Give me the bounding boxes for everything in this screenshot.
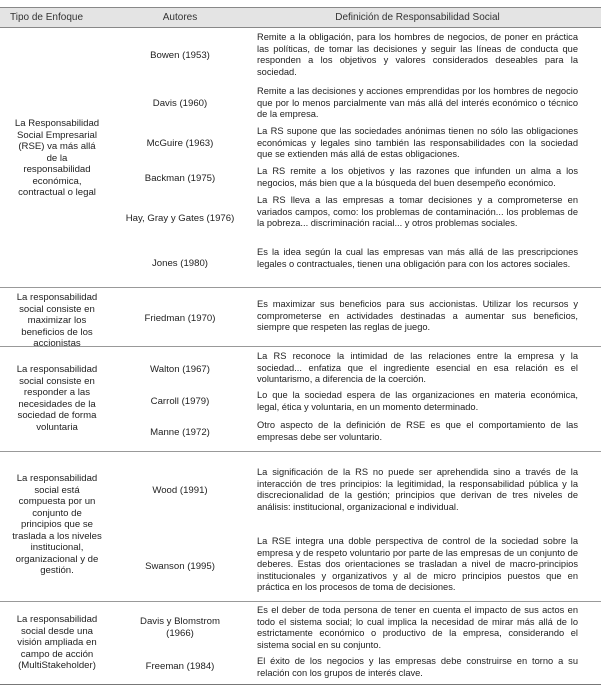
author-backman: Backman (1975) [144, 173, 216, 184]
definition-friedman: Es maximizar sus beneficios para sus accionistas. Utilizar los recursos y comprometerse en actividades destinadas a aumentar sus beneficios, siempre que respeten las reglas de juego. [257, 299, 578, 333]
definition-freeman: El éxito de los negocios y las empresas debe construirse en torno a su relación con los grupos de interés clave. [257, 656, 578, 678]
table-header [0, 7, 601, 28]
definition-walton: La RS reconoce la intimidad de las relaciones entre la empresa y la sociedad... enfatiza que el ingrediente esencial en esa relación es el voluntarismo, a diferencia de la coerción. [257, 351, 578, 385]
author-hay-gray-gates: Hay, Gray y Gates (1976) [125, 213, 235, 224]
author-davis: Davis (1960) [152, 98, 208, 109]
definition-mcguire: La RS supone que las sociedades anónimas tienen no sólo las obligaciones económicas y legales sino también las responsabilidades con la sociedad que se extienden más allá de estas obligaciones. [257, 126, 578, 160]
author-jones: Jones (1980) [152, 258, 208, 269]
group-label-necesidades-sociedad: La responsabilidad social consiste en responder a las necesidades de la sociedad de forma voluntaria [16, 364, 98, 433]
author-friedman: Friedman (1970) [144, 313, 216, 324]
header-definicion: Definición de Responsabilidad Social [335, 12, 500, 23]
group-divider [0, 451, 601, 452]
group-label-conjunto-principios: La responsabilidad social está compuesta por un conjunto de principios que se traslada a los niveles institucional, organizacional y de gestión. [12, 473, 102, 576]
author-mcguire: McGuire (1963) [146, 138, 214, 149]
author-swanson: Swanson (1995) [145, 561, 215, 572]
definition-bowen: Remite a la obligación, para los hombres de negocios, de poner en práctica las políticas, de tomar las decisiones y seguir las líneas de conducta que responden a los objetivos y valores considerados deseables para la sociedad. [257, 32, 578, 77]
group-label-multistakeholder: La responsabilidad social desde una visión ampliada en campo de acción (MultiStakeholder) [16, 614, 98, 671]
author-davis-blomstrom: Davis y Blomstrom (1966) [140, 616, 220, 639]
table-bottom-border [0, 684, 601, 685]
definition-swanson: La RSE integra una doble perspectiva de control de la sociedad sobre la empresa y de respeto voluntario por parte de las empresas de un conjunto de deberes. Estas dos orientaciones se trasladan a nivel de macro-principios institucionales y organizativos y al de micro principios puestos que en práctica en los procesos de toma de decisiones. [257, 536, 578, 593]
author-manne: Manne (1972) [150, 427, 210, 438]
definition-carroll: Lo que la sociedad espera de las organizaciones en materia económica, legal, ética y voluntaria, en un momento determinado. [257, 390, 578, 412]
definition-davis: Remite a las decisiones y acciones emprendidas por los hombres de negocio que por lo menos parcialmente van más allá del interés económico o técnico de la empresa. [257, 86, 578, 120]
definition-wood: La significación de la RS no puede ser aprehendida sino a través de la interacción de tres principios: la legitimidad, la responsabilidad pública y la discrecionalidad de la gestión; principios que derivan de tres niveles de análisis: institucional, organizacional e individual. [257, 467, 578, 512]
group-divider [0, 287, 601, 288]
definition-manne: Otro aspecto de la definición de RSE es que el comportamiento de las empresas debe ser voluntario. [257, 420, 578, 442]
group-label-maximizar-beneficios: La responsabilidad social consiste en maximizar los beneficios de los accionistas [16, 292, 98, 349]
author-walton: Walton (1967) [150, 364, 210, 375]
author-carroll: Carroll (1979) [150, 396, 210, 407]
author-freeman: Freeman (1984) [145, 661, 215, 672]
definition-jones: Es la idea según la cual las empresas van más allá de las prescripciones legales o contractuales, tienen una obligación para con los actores sociales. [257, 247, 578, 269]
author-bowen: Bowen (1953) [150, 50, 210, 61]
header-autores: Autores [162, 12, 198, 23]
header-tipo-enfoque: Tipo de Enfoque [10, 12, 84, 23]
group-label-rse-mas-alla: La Responsabilidad Social Empresarial (RSE) va más allá de la responsabilidad económica, contractual o legal [14, 118, 100, 198]
definition-hay-gray-gates: La RS lleva a las empresas a tomar decisiones y a comprometerse en variados campos, como: los problemas de contaminación... los problemas de la pobreza... discriminación racial... y otros problemas sociales. [257, 195, 578, 229]
definition-backman: La RS remite a los objetivos y las razones que infunden un alma a los negocios, más bien que a la búsqueda del buen desempeño económico. [257, 166, 578, 188]
definition-davis-blomstrom: Es el deber de toda persona de tener en cuenta el impacto de sus actos en todo el sistema social; lo cual implica la necesidad de mirar más allá de lo estrictamente económico o productivo de la empresa, considerando el sistema social en su conjunto. [257, 605, 578, 650]
group-divider [0, 601, 601, 602]
author-wood: Wood (1991) [152, 485, 208, 496]
